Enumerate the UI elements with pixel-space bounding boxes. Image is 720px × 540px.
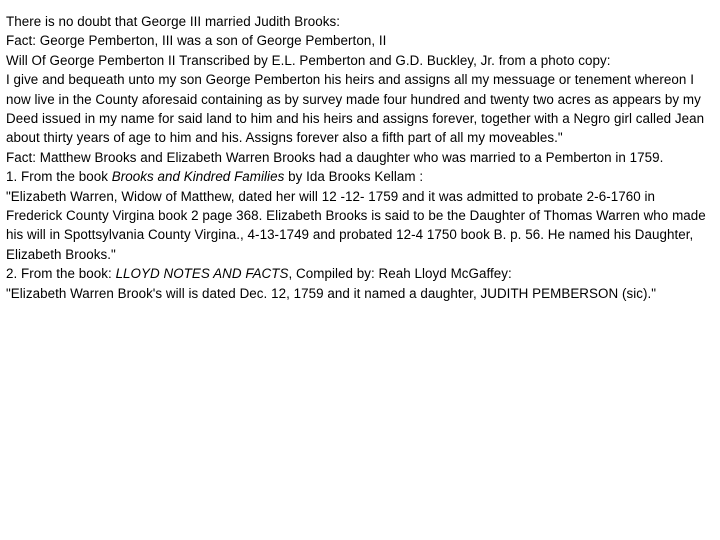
will-heading: Will Of George Pemberton II Transcribed by E.L. Pemberton and G.D. Buckley, Jr. from a photo copy: [6, 52, 611, 68]
fact-line: Fact: George Pemberton, III was a son of George Pemberton, II [6, 33, 387, 49]
source-citation-2 [6, 264, 714, 283]
document-body [6, 12, 714, 303]
will-text: I give and bequeath unto my son George Pemberton his heirs and assigns all my messuage or tenement whereon I now live in the County aforesaid containing as by survey made four hundred and twenty two acres as appears by my Deed issued in my name for said land to him and his heirs and assigns forever, together with a Negro girl called Jean about thirty years of age to him and his. Assigns forever also a fifth part of all my moveables." [6, 72, 705, 146]
source-1-suffix: by Ida Brooks Kellam : [284, 169, 424, 185]
quote-paragraph-1: "Elizabeth Warren, Widow of Matthew, dated her will 12 -12- 1759 and it was admitted to probate 2-6-1760 in Frederick County Virgina book 2 page 368. Elizabeth Brooks is said to be the Daughter of Thomas Warren who made his will in Spottsylvania County Virgina., 4-13-1749 and probated 12-4 1750 book B. p. 56. He named his Daughter, Elizabeth Brooks." [6, 188, 706, 262]
source-1-prefix: 1. From the book [6, 169, 112, 185]
source-2-prefix: 2. From the book: [6, 266, 116, 282]
intro-statement: There is no doubt that George III married Judith Brooks: [6, 14, 341, 29]
source-1-book-title: Brooks and Kindred Families [111, 169, 285, 185]
quote-paragraph-2: "Elizabeth Warren Brook's will is dated Dec. 12, 1759 and it named a daughter, JUDITH PEMBERSON (sic)." [6, 285, 657, 301]
source-2-book-title: LLOYD NOTES AND FACTS [115, 266, 289, 282]
fact-paragraph: Fact: Matthew Brooks and Elizabeth Warren Brooks had a daughter who was married to a Pemberton in 1759. [6, 149, 664, 165]
source-2-suffix: , Compiled by: Reah Lloyd McGaffey: [288, 266, 512, 282]
source-citation-1 [6, 167, 714, 186]
